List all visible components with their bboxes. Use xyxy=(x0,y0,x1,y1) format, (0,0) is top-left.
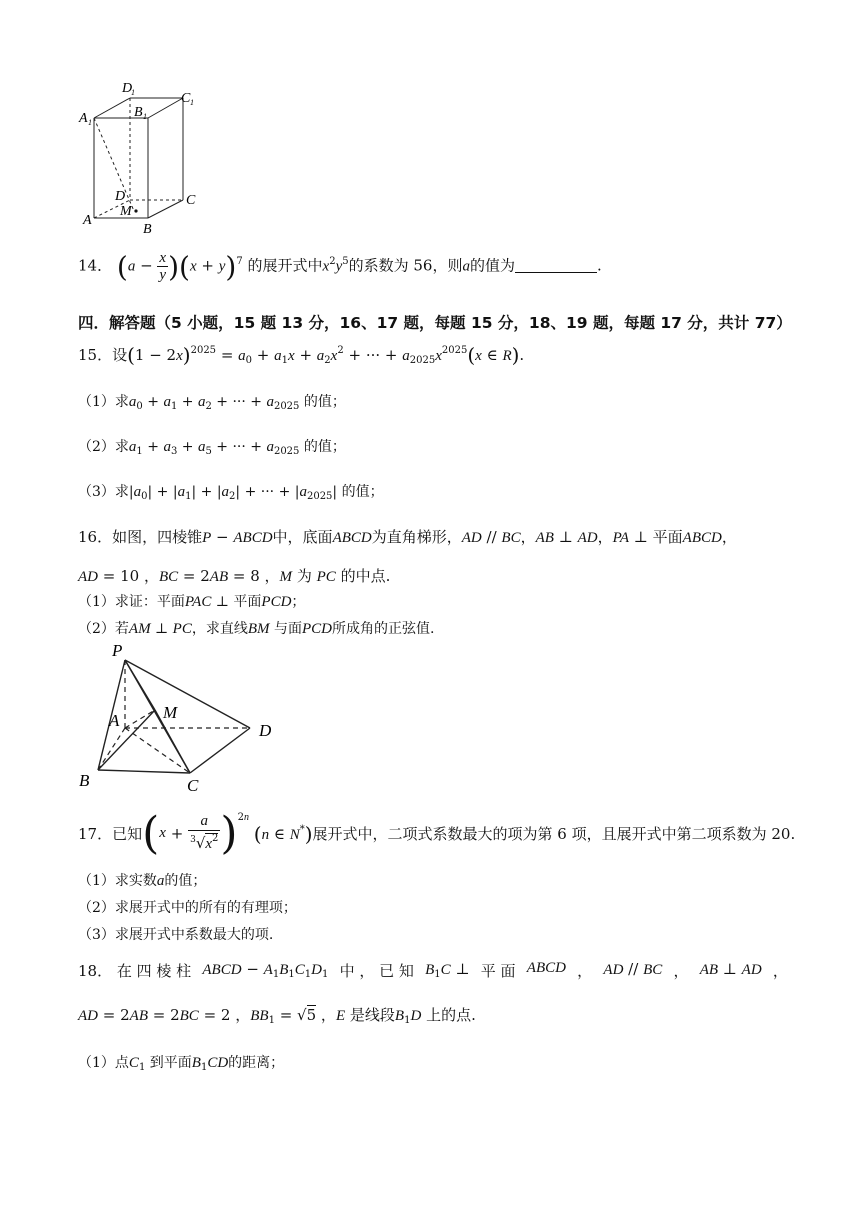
q15-number: 15．设 xyxy=(78,346,128,364)
label-d2: D xyxy=(259,721,272,740)
q15-part-3: （3）求$|a_0| + |a_1| + |a_2|$ + ··· + $|a_{2025}|$ 的值； xyxy=(78,484,384,502)
q14-number: 14． xyxy=(78,256,113,275)
q18-number: 18． 在 四 棱 柱 xyxy=(78,962,192,980)
question-17: 17．已知(x + $\frac{a}{^3√x^2}$ )$^{2n}$ (n ∈ N*)展开式中，二项式系数最大的项为第 6 项，且展开式中第二项系数为 20. xyxy=(78,808,796,859)
q15-p3-tail: 的值； xyxy=(341,484,384,500)
question-18-line2: AD = 2AB = 2BC = 2 ，$BB_1 = √5$ ，E 是线段$B_1D$ 上的点. xyxy=(78,1006,476,1026)
q15-p1-label: （1）求 xyxy=(78,394,129,410)
q18-t3: 是线段 xyxy=(349,1006,395,1024)
label-p: P xyxy=(112,641,123,660)
q15-p2-tail: 的值； xyxy=(303,439,346,455)
q17-p1-label: （1）求实数 xyxy=(78,873,157,889)
label-c1: C xyxy=(181,91,191,106)
q14-end: . xyxy=(597,256,602,275)
q18-p1-label: （1）点 xyxy=(78,1055,129,1071)
q16-number: 16．如图，四棱锥 xyxy=(78,528,203,546)
label-b: B xyxy=(143,222,152,237)
q18-p1-end: 的距离； xyxy=(228,1055,285,1071)
label-c2: C xyxy=(187,776,199,795)
label-m2: M xyxy=(163,703,178,722)
q18-p1-mid: 到平面 xyxy=(149,1055,192,1071)
q16-part-2: （2）若AM ⊥ PC，求直线BM 与面PCD所成角的正弦值. xyxy=(78,621,435,637)
q16-p1-mid: 平面 xyxy=(233,594,262,610)
q17-part-2: （2）求展开式中的所有的有理项； xyxy=(78,900,297,916)
q15-part-1: （1）求$a_0 + a_1 + a_2$ + ··· + $a_{2025}$ 的值； xyxy=(78,394,346,412)
question-16-line1: 16．如图，四棱锥P − ABCD中，底面ABCD为直角梯形，AD // BC，AB ⊥ AD，PA ⊥ 平面ABCD， xyxy=(78,528,737,546)
q16-p1-label: （1）求证：平面 xyxy=(78,594,185,610)
q15-p3-label: （3）求 xyxy=(78,484,129,500)
label-a1-sub: 1 xyxy=(88,118,92,127)
question-15: 15．设$(1 - 2x)^{2025} = a_0 + a_1x + a_2x^2$ + ··· + $a_{2025}x^{2025}(x$ ∈ R). xyxy=(78,343,525,367)
q16-t4: 为 xyxy=(296,567,312,585)
q17-tail: 展开式中，二项式系数最大的项为第 6 项，且展开式中第二项系数为 20. xyxy=(312,825,796,843)
q15-part-2: （2）求$a_1 + a_3 + a_5$ + ··· + $a_{2025}$ 的值； xyxy=(78,439,346,457)
question-18-line1: 18． 在 四 棱 柱 ABCD − $A_1B_1C_1D_1$ 中 ， 已 知 $B_1C$ ⊥ 平 面 ABCD ， AD // BC ， AB ⊥ AD ， xyxy=(78,960,788,980)
q16-p1-end: ； xyxy=(291,594,306,610)
q16-t1: 中，底面 xyxy=(272,528,333,546)
q15-p2-label: （2）求 xyxy=(78,439,129,455)
label-d: D xyxy=(115,189,126,204)
q16-t5: 的中点. xyxy=(340,567,391,585)
label-a2: A xyxy=(109,711,120,730)
label-b1: B xyxy=(134,105,143,120)
q17-part-1: （1）求实数a的值； xyxy=(78,873,207,889)
q18-t2: 平 面 xyxy=(480,962,516,980)
label-b1-sub: 1 xyxy=(143,112,147,121)
q16-p2-end: 所成角的正弦值. xyxy=(331,621,435,637)
q14-var-a: a xyxy=(462,258,470,275)
label-a1: A xyxy=(79,111,88,126)
q16-p2-mid: ，求直线 xyxy=(191,621,248,637)
answer-blank[interactable] xyxy=(515,258,597,273)
label-b2: B xyxy=(79,771,90,790)
figure-prism xyxy=(78,78,203,238)
q16-p2-label: （2）若 xyxy=(78,621,129,637)
q15-p1-tail: 的值； xyxy=(303,394,346,410)
label-m: M xyxy=(120,204,132,219)
q14-text-c: 的值为 xyxy=(469,256,515,275)
q14-text-b: 的系数为 56，则 xyxy=(348,256,463,275)
q17-number: 17．已知 xyxy=(78,825,143,843)
question-16-line2: AD = 10 ，BC = 2AB = 8 ，M 为 PC 的中点. xyxy=(78,567,391,585)
label-c: C xyxy=(186,193,196,208)
label-d1: D xyxy=(122,81,133,96)
q17-part-3: （3）求展开式中系数最大的项. xyxy=(78,927,274,943)
q16-t3: 平面 xyxy=(652,528,683,546)
q16-p2-mid2: 与面 xyxy=(273,621,302,637)
label-a: A xyxy=(83,213,92,228)
q18-t1: 中 ， 已 知 xyxy=(339,962,414,980)
label-c1-sub: 1 xyxy=(190,98,194,107)
figure-pyramid xyxy=(75,640,285,795)
q18-part-1: （1）点$C_1$ 到平面$B_1CD$的距离； xyxy=(78,1055,285,1073)
section-heading: 四．解答题（5 小题，15 题 13 分，16、17 题，每题 15 分，18、19 题，每题 17 分，共计 77） xyxy=(78,314,792,332)
q14-text-a: 的展开式中 xyxy=(247,256,323,275)
q18-t4: 上的点. xyxy=(426,1006,476,1024)
question-14: 14． (a − $\frac{x}{y}$ )$(x + y)^7$ 的展开式中$x^2y^5$的系数为 56，则a的值为 . xyxy=(78,250,602,284)
q17-p1-end: 的值； xyxy=(164,873,207,889)
q16-part-1: （1）求证：平面PAC ⊥ 平面PCD； xyxy=(78,594,306,610)
label-d1-sub: 1 xyxy=(131,88,135,97)
q16-t2: 为直角梯形， xyxy=(371,528,462,546)
